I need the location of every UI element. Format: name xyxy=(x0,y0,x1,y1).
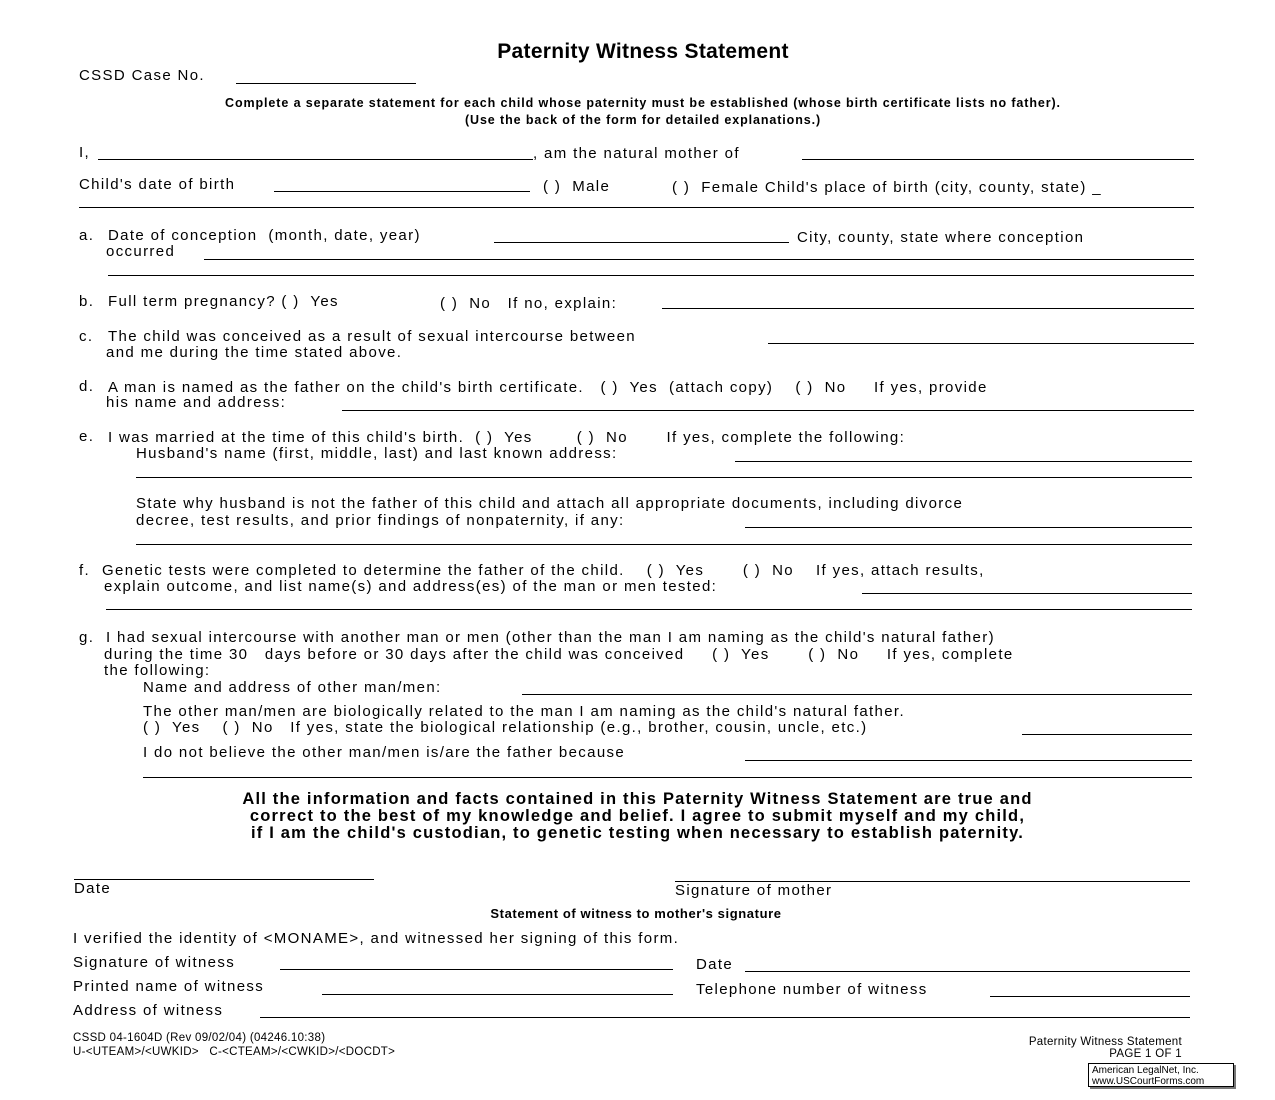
conception-place-field[interactable] xyxy=(204,259,1194,260)
item-b-letter: b. xyxy=(79,293,95,310)
relationship-field[interactable] xyxy=(1022,734,1192,735)
witness-signature-label: Signature of witness xyxy=(73,954,236,971)
attestation-line-1: All the information and facts contained in this Paternity Witness Statement are true and xyxy=(242,790,1033,808)
father-name-field[interactable] xyxy=(768,343,1194,344)
publisher-url: www.USCourtForms.com xyxy=(1092,1076,1205,1087)
full-term-no[interactable]: ( ) No If no, explain: xyxy=(440,295,618,312)
witness-signature-field[interactable] xyxy=(280,969,673,970)
husband-address-field[interactable] xyxy=(136,477,1192,478)
item-f-text-2: explain outcome, and list name(s) and address(es) of the man or men tested: xyxy=(104,578,718,595)
genetic-tests-field[interactable] xyxy=(862,593,1192,594)
mother-of-label: , am the natural mother of xyxy=(533,145,740,162)
form-id: CSSD 04-1604D (Rev 09/02/04) (04246.10:38) xyxy=(73,1032,326,1044)
male-checkbox[interactable]: ( ) Male xyxy=(543,178,611,195)
item-e-text-3: State why husband is not the father of this child and attach all appropriate documents, including divorce xyxy=(136,495,964,512)
witness-verified-text: I verified the identity of <MONAME>, and witnessed her signing of this form. xyxy=(73,930,680,947)
birthplace-field[interactable] xyxy=(79,207,1194,208)
item-a-text: Date of conception (month, date, year) xyxy=(108,227,421,244)
item-a-text-2: City, county, state where conception xyxy=(797,229,1085,246)
witness-date-label: Date xyxy=(696,956,734,973)
page-title: Paternity Witness Statement xyxy=(497,40,789,63)
item-e-text-4: decree, test results, and prior findings of nonpaternity, if any: xyxy=(136,512,625,529)
item-c-text: The child was conceived as a result of sexual intercourse between xyxy=(108,328,636,345)
full-term-yes[interactable]: Full term pregnancy? ( ) Yes xyxy=(108,293,339,310)
instruction-line-2: (Use the back of the form for detailed explanations.) xyxy=(464,113,822,127)
child-name-field[interactable] xyxy=(802,159,1194,160)
attestation-line-2: correct to the best of my knowledge and belief. I agree to submit myself and my child, xyxy=(249,807,1026,825)
footer-form-name: Paternity Witness Statement xyxy=(1028,1036,1182,1048)
date-label: Date xyxy=(74,880,112,897)
case-no-label: CSSD Case No. xyxy=(79,67,205,84)
witness-printed-label: Printed name of witness xyxy=(73,978,265,995)
dob-field[interactable] xyxy=(274,191,530,192)
item-d-letter: d. xyxy=(79,378,95,395)
witness-phone-label: Telephone number of witness xyxy=(696,981,928,998)
item-f-text: Genetic tests were completed to determine the father of the child. ( ) Yes ( ) No If yes, attach results, xyxy=(102,562,985,579)
publisher-stamp xyxy=(1088,1063,1234,1087)
item-g-text: I had sexual intercourse with another man or men (other than the man I am naming as the child's natural father) xyxy=(106,629,995,646)
item-g-text-5: The other man/men are biologically related to the man I am naming as the child's natural father. xyxy=(143,703,905,720)
item-g-text-4: Name and address of other man/men: xyxy=(143,679,442,696)
female-checkbox-place-label[interactable]: ( ) Female Child's place of birth (city, county, state) _ xyxy=(672,179,1102,196)
witness-printed-field[interactable] xyxy=(322,994,673,995)
item-a-letter: a. xyxy=(79,227,95,244)
husband-reason-field[interactable] xyxy=(745,527,1192,528)
witness-date-field[interactable] xyxy=(745,971,1190,972)
conception-place-field-2[interactable] xyxy=(108,275,1194,276)
item-g-text-2: during the time 30 days before or 30 days after the child was conceived ( ) Yes ( ) No If yes, complete xyxy=(104,646,1014,663)
item-c-text-2: and me during the time stated above. xyxy=(106,344,403,361)
case-no-field[interactable] xyxy=(236,83,416,84)
item-e-text: I was married at the time of this child's birth. ( ) Yes ( ) No If yes, complete the following: xyxy=(108,429,906,446)
item-g-text-3: the following: xyxy=(104,662,211,679)
not-father-reason-field[interactable] xyxy=(745,760,1192,761)
item-a-text-3: occurred xyxy=(106,243,176,260)
full-term-explain-field[interactable] xyxy=(662,308,1194,309)
publisher-name: American LegalNet, Inc. xyxy=(1092,1065,1199,1076)
form-codes: U-<UTEAM>/<UWKID> C-<CTEAM>/<CWKID>/<DOCDT> xyxy=(73,1046,396,1058)
genetic-tests-field-2[interactable] xyxy=(106,609,1192,610)
item-g-letter: g. xyxy=(79,629,95,646)
instruction-line-1: Complete a separate statement for each child whose paternity must be established (whose birth certificate lists no father). xyxy=(225,96,1061,110)
item-g-text-7: I do not believe the other man/men is/are the father because xyxy=(143,744,626,761)
item-g-text-6: ( ) Yes ( ) No If yes, state the biological relationship (e.g., brother, cousin, uncle, etc.) xyxy=(143,719,868,736)
not-father-reason-field-2[interactable] xyxy=(143,777,1192,778)
item-c-letter: c. xyxy=(79,328,94,345)
i-label: I, xyxy=(79,144,91,161)
item-e-letter: e. xyxy=(79,428,95,445)
dob-label: Child's date of birth xyxy=(79,176,236,193)
husband-name-field[interactable] xyxy=(735,461,1192,462)
item-d-text-2: his name and address: xyxy=(106,394,287,411)
conception-date-field[interactable] xyxy=(494,242,789,243)
husband-reason-field-2[interactable] xyxy=(136,544,1192,545)
witness-address-label: Address of witness xyxy=(73,1002,224,1019)
other-men-field[interactable] xyxy=(522,694,1192,695)
witness-phone-field[interactable] xyxy=(990,996,1190,997)
birth-cert-father-field[interactable] xyxy=(342,410,1194,411)
item-d-text: A man is named as the father on the child's birth certificate. ( ) Yes (attach copy) ( ) No If yes, provide xyxy=(108,379,988,396)
witness-heading: Statement of witness to mother's signature xyxy=(490,906,782,921)
mother-signature-label: Signature of mother xyxy=(675,882,833,899)
page-number: PAGE 1 OF 1 xyxy=(1109,1048,1182,1060)
mother-name-field[interactable] xyxy=(98,159,533,160)
date-field[interactable] xyxy=(74,879,374,880)
item-f-letter: f. xyxy=(79,562,91,579)
attestation-line-3: if I am the child's custodian, to genetic testing when necessary to establish paternity. xyxy=(250,824,1025,842)
item-e-text-2: Husband's name (first, middle, last) and last known address: xyxy=(136,445,618,462)
witness-address-field[interactable] xyxy=(260,1017,1190,1018)
attestation xyxy=(0,791,1275,842)
